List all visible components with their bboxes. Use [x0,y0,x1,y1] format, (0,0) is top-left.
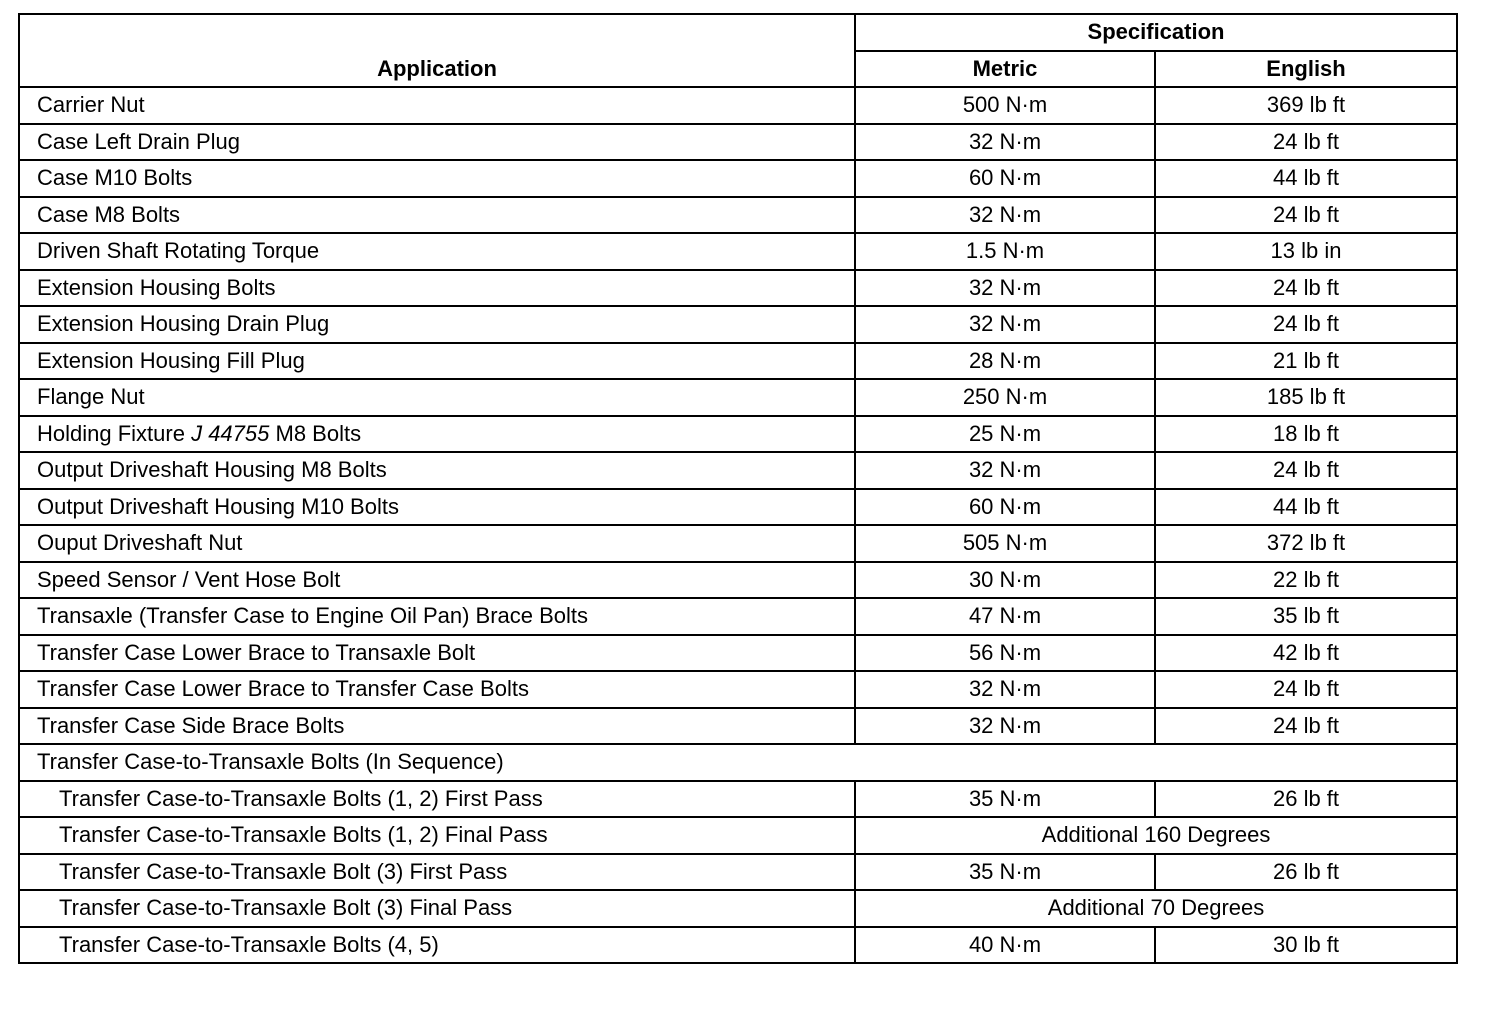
application-cell: Case Left Drain Plug [19,124,855,161]
metric-cell: 30 N·m [855,562,1155,599]
english-cell: 372 lb ft [1155,525,1457,562]
application-cell: Extension Housing Fill Plug [19,343,855,380]
combined-spec-cell: Additional 160 Degrees [855,817,1457,854]
metric-cell: 40 N·m [855,927,1155,964]
english-cell: 42 lb ft [1155,635,1457,672]
english-cell: 24 lb ft [1155,452,1457,489]
table-row [19,379,1457,416]
metric-cell: 1.5 N·m [855,233,1155,270]
application-text: Holding Fixture [37,420,192,446]
application-cell: Carrier Nut [19,87,855,124]
english-cell: 13 lb in [1155,233,1457,270]
table-row [19,635,1457,672]
english-cell: 35 lb ft [1155,598,1457,635]
metric-cell: 47 N·m [855,598,1155,635]
torque-spec-table [18,13,1458,964]
table-row [19,124,1457,161]
english-header: English [1155,51,1457,88]
group-header-row [19,744,1457,781]
application-cell [19,416,855,453]
metric-cell: 32 N·m [855,708,1155,745]
metric-cell: 505 N·m [855,525,1155,562]
english-cell: 24 lb ft [1155,197,1457,234]
table-row [19,927,1457,964]
table-row [19,233,1457,270]
english-cell: 24 lb ft [1155,671,1457,708]
table-row [19,343,1457,380]
metric-cell: 32 N·m [855,452,1155,489]
table-row [19,598,1457,635]
english-cell: 44 lb ft [1155,489,1457,526]
application-cell: Transfer Case Lower Brace to Transfer Case Bolts [19,671,855,708]
metric-cell: 32 N·m [855,306,1155,343]
metric-cell: 28 N·m [855,343,1155,380]
english-cell: 24 lb ft [1155,708,1457,745]
table-row [19,525,1457,562]
english-cell: 44 lb ft [1155,160,1457,197]
application-cell: Case M8 Bolts [19,197,855,234]
application-cell: Extension Housing Drain Plug [19,306,855,343]
metric-cell: 60 N·m [855,160,1155,197]
english-cell: 24 lb ft [1155,270,1457,307]
application-cell: Case M10 Bolts [19,160,855,197]
application-cell: Ouput Driveshaft Nut [19,525,855,562]
english-cell: 18 lb ft [1155,416,1457,453]
application-cell: Transfer Case-to-Transaxle Bolts (4, 5) [19,927,855,964]
application-cell: Speed Sensor / Vent Hose Bolt [19,562,855,599]
english-cell: 26 lb ft [1155,781,1457,818]
table-row [19,817,1457,854]
table-row [19,270,1457,307]
english-cell: 24 lb ft [1155,124,1457,161]
table-row [19,452,1457,489]
metric-cell: 32 N·m [855,124,1155,161]
table-row [19,708,1457,745]
table-row [19,781,1457,818]
application-cell: Flange Nut [19,379,855,416]
table-row [19,160,1457,197]
table-row [19,197,1457,234]
metric-cell: 32 N·m [855,197,1155,234]
application-cell: Output Driveshaft Housing M8 Bolts [19,452,855,489]
application-cell: Transfer Case-to-Transaxle Bolts (1, 2) First Pass [19,781,855,818]
table-row [19,416,1457,453]
english-cell: 185 lb ft [1155,379,1457,416]
metric-header: Metric [855,51,1155,88]
application-cell: Transfer Case-to-Transaxle Bolt (3) Final Pass [19,890,855,927]
metric-cell: 25 N·m [855,416,1155,453]
table-row [19,671,1457,708]
metric-cell: 35 N·m [855,854,1155,891]
tool-number: J 44755 [191,420,270,446]
header-row [19,14,1457,51]
english-cell: 21 lb ft [1155,343,1457,380]
table-row [19,854,1457,891]
english-cell: 369 lb ft [1155,87,1457,124]
application-cell: Output Driveshaft Housing M10 Bolts [19,489,855,526]
application-cell: Transfer Case-to-Transaxle Bolt (3) First Pass [19,854,855,891]
metric-cell: 500 N·m [855,87,1155,124]
application-header: Application [19,14,855,87]
application-cell: Extension Housing Bolts [19,270,855,307]
table-row [19,890,1457,927]
application-cell: Transfer Case Side Brace Bolts [19,708,855,745]
combined-spec-cell: Additional 70 Degrees [855,890,1457,927]
metric-cell: 35 N·m [855,781,1155,818]
english-cell: 26 lb ft [1155,854,1457,891]
table-row [19,306,1457,343]
english-cell: 24 lb ft [1155,306,1457,343]
metric-cell: 32 N·m [855,270,1155,307]
metric-cell: 60 N·m [855,489,1155,526]
metric-cell: 32 N·m [855,671,1155,708]
metric-cell: 250 N·m [855,379,1155,416]
application-text: M8 Bolts [269,420,362,446]
application-cell: Transfer Case Lower Brace to Transaxle Bolt [19,635,855,672]
specification-header: Specification [855,14,1457,51]
table-row [19,562,1457,599]
application-cell: Transfer Case-to-Transaxle Bolts (1, 2) Final Pass [19,817,855,854]
english-cell: 30 lb ft [1155,927,1457,964]
table-row [19,489,1457,526]
table-row [19,87,1457,124]
english-cell: 22 lb ft [1155,562,1457,599]
application-cell: Transaxle (Transfer Case to Engine Oil Pan) Brace Bolts [19,598,855,635]
group-header-cell: Transfer Case-to-Transaxle Bolts (In Sequence) [19,744,1457,781]
metric-cell: 56 N·m [855,635,1155,672]
application-cell: Driven Shaft Rotating Torque [19,233,855,270]
